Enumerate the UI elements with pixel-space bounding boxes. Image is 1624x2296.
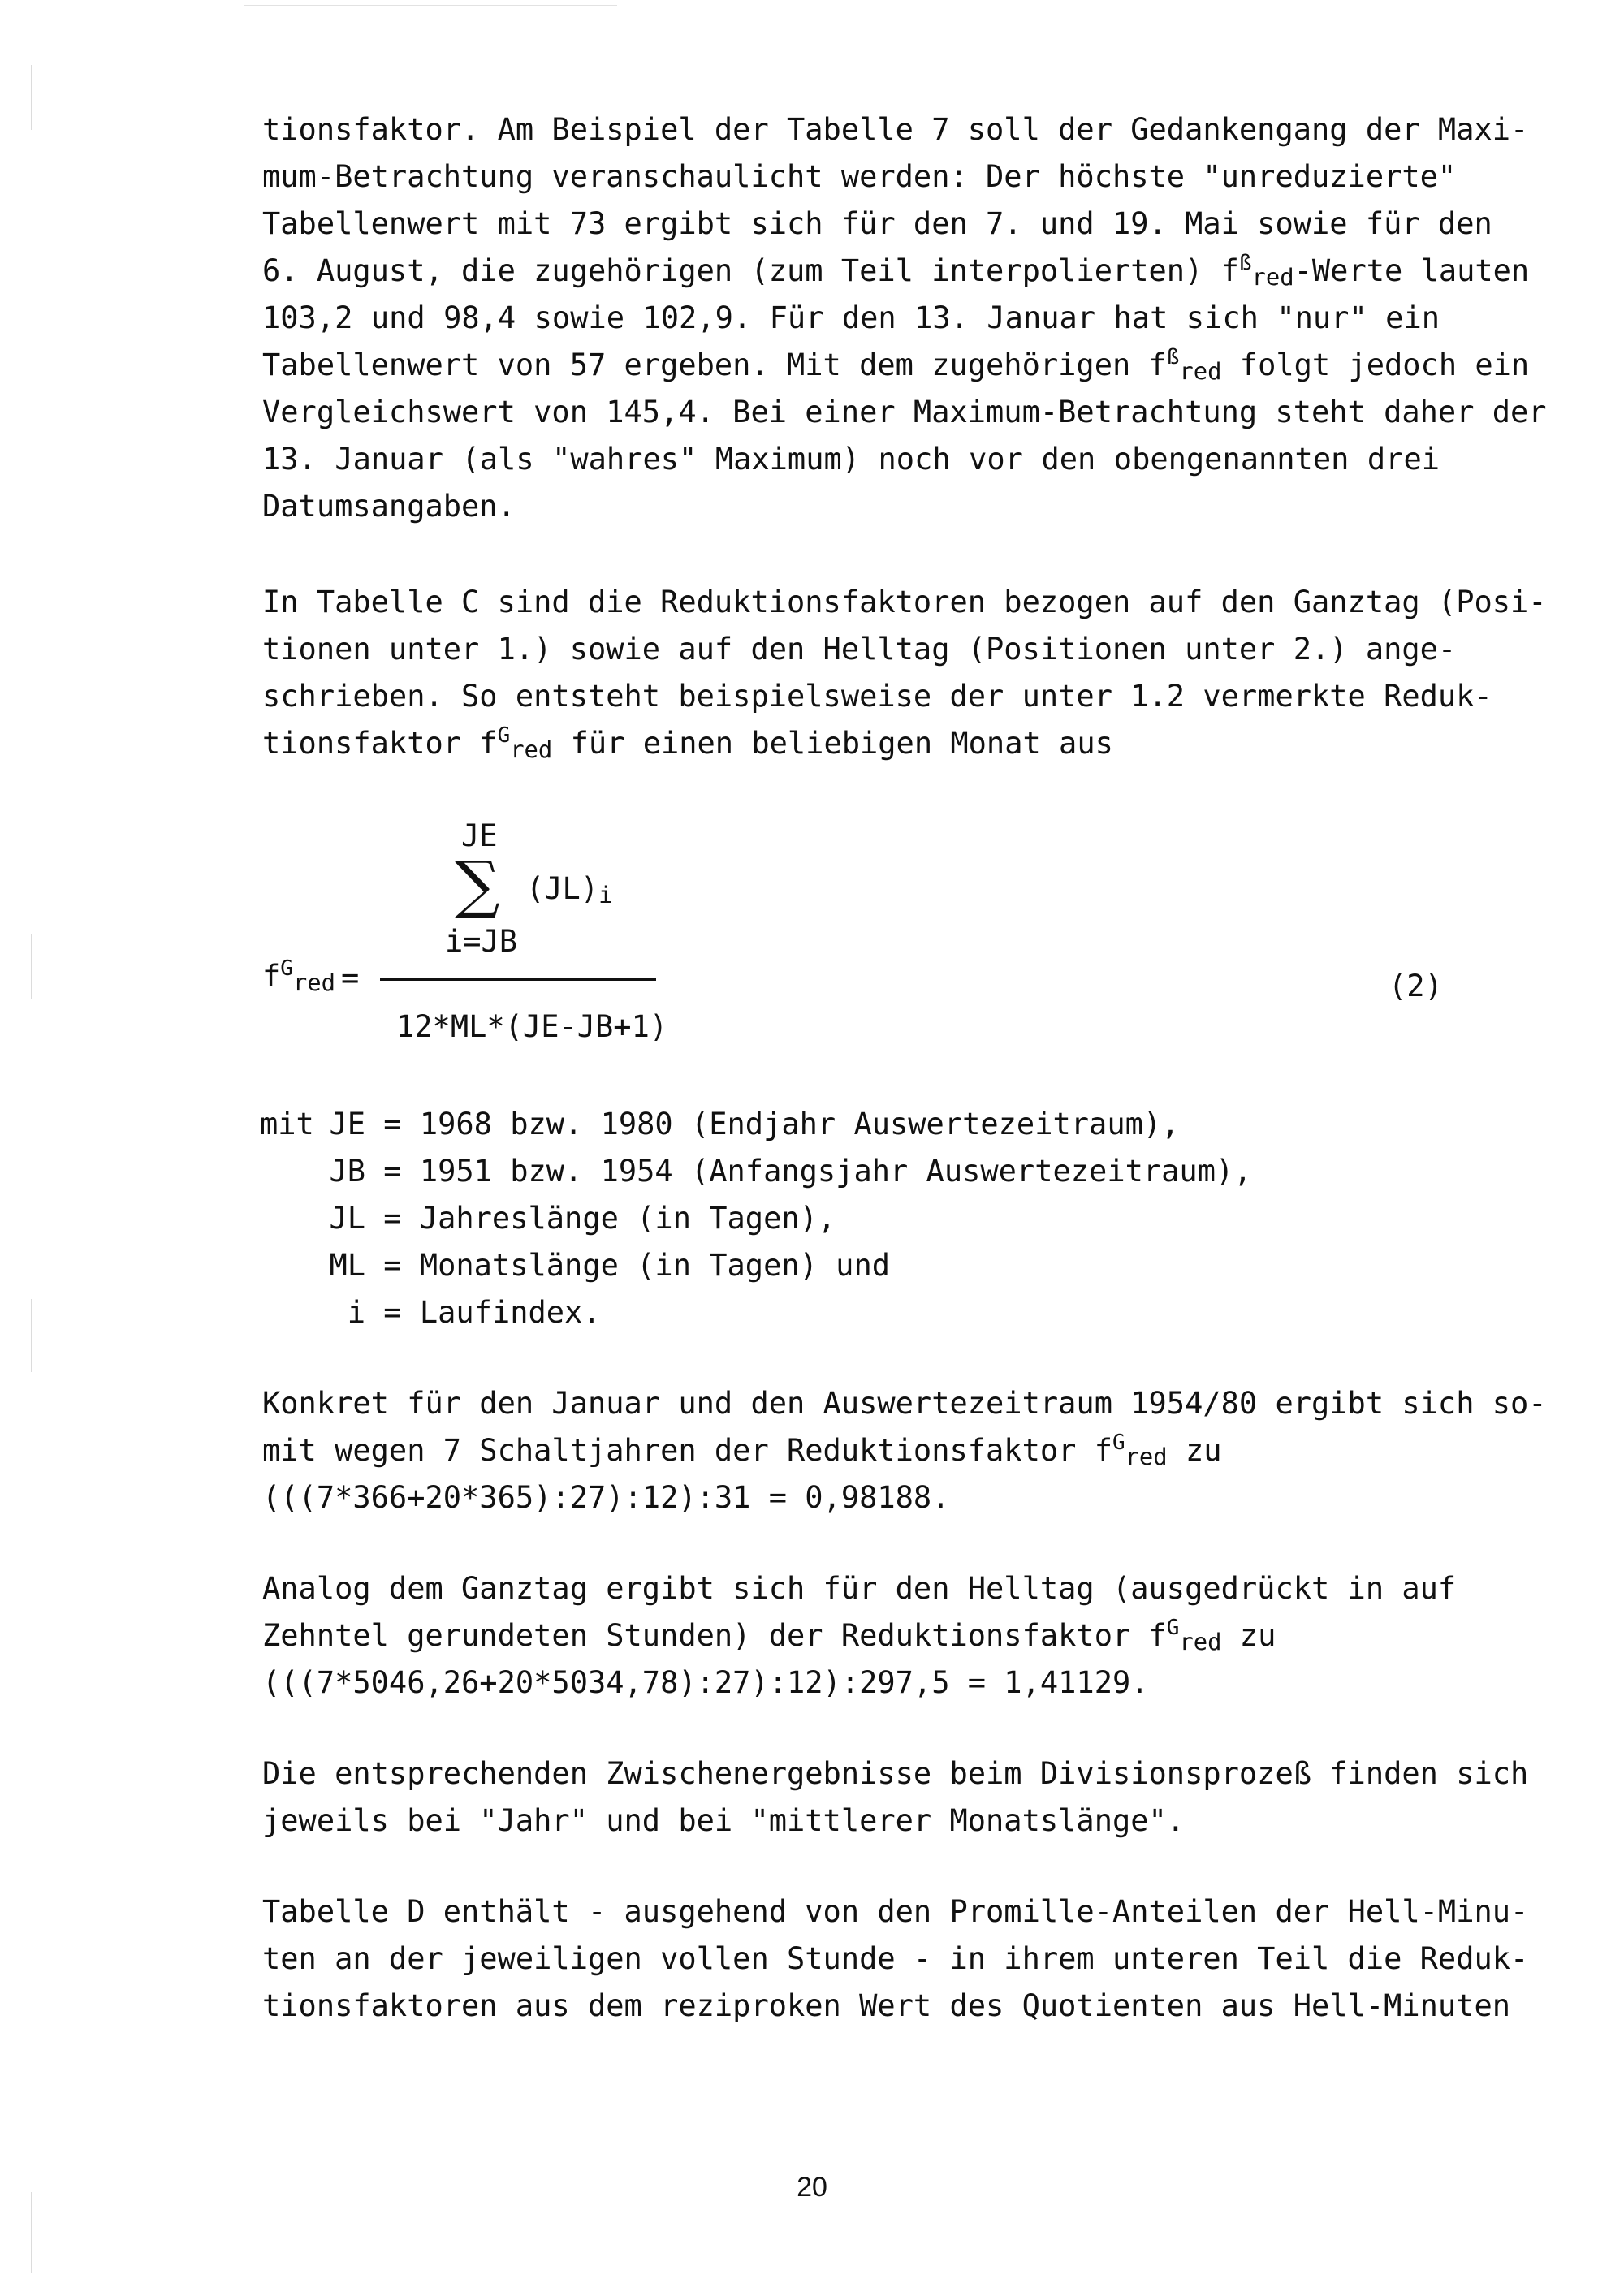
text-line-with-symbol (262, 723, 1440, 767)
definition-row (260, 1293, 601, 1333)
definition-symbol: JL (329, 1201, 365, 1236)
scan-margin-mark (31, 2192, 32, 2273)
text-line: Datumsangaben. (262, 489, 516, 524)
summation-symbol: ∑ (455, 848, 500, 921)
text-segment: für einen beliebigen Monat aus (552, 726, 1113, 761)
equation-number: (2) (1389, 969, 1443, 1003)
symbol-superscript: ß (1238, 250, 1252, 275)
text-line: Die entsprechenden Zwischenergebnisse beim Divisionsprozeß finden sich (262, 1756, 1529, 1791)
symbol-subscript: red (1251, 263, 1294, 291)
text-segment: folgt jedoch ein (1221, 347, 1530, 382)
definition-symbol: ML (329, 1248, 365, 1283)
definition-row (260, 1245, 890, 1286)
text-segment: zu (1221, 1618, 1276, 1653)
text-line-with-symbol (262, 250, 1530, 295)
symbol-subscript: red (1179, 1628, 1222, 1656)
lhs-symbol: f (262, 959, 281, 994)
lhs-superscript: G (280, 956, 293, 981)
text-line: tionsfaktor. Am Beispiel der Tabelle 7 soll der Gedankengang der Maxi- (262, 112, 1529, 147)
text-line: tionen unter 1.) sowie auf den Helltag (Positionen unter 2.) ange- (262, 632, 1457, 667)
text-segment: -Werte lauten (1294, 253, 1530, 288)
definition-text: = 1968 bzw. 1980 (Endjahr Auswertezeitraum), (383, 1107, 1180, 1142)
text-segment: mit wegen 7 Schaltjahren der Reduktionsfaktor f (262, 1433, 1112, 1468)
formula-lhs (262, 956, 335, 1000)
definition-row (260, 1151, 1252, 1192)
text-line-with-symbol (262, 1616, 1440, 1659)
text-segment: zu (1167, 1433, 1222, 1468)
text-line: Konkret für den Januar und den Auswertezeitraum 1954/80 ergibt sich so- (262, 1386, 1547, 1421)
lhs-subscript: red (292, 969, 335, 997)
calculation-line: (((7*366+20*365):27):12):31 = 0,98188. (262, 1480, 950, 1515)
page-number: 20 (797, 2172, 827, 2203)
text-segment: Tabellenwert von 57 ergeben. Mit dem zugehörigen f (262, 347, 1167, 382)
text-line: 13. Januar (als "wahres" Maximum) noch vor den obengenannten drei (262, 442, 1440, 477)
sum-lower-limit: i=JB (445, 924, 518, 959)
symbol-subscript: red (510, 736, 553, 764)
text-segment: Zehntel gerundeten Stunden) der Reduktionsfaktor f (262, 1618, 1167, 1653)
definition-symbol: JE (329, 1107, 365, 1142)
text-line: schrieben. So entsteht beispielsweise der unter 1.2 vermerkte Reduk- (262, 679, 1492, 714)
definition-text: = Laufindex. (383, 1295, 601, 1330)
calculation-line: (((7*5046,26+20*5034,78):27):12):297,5 = 1,41129. (262, 1665, 1149, 1700)
text-line-with-symbol (262, 1431, 1440, 1474)
text-line: 103,2 und 98,4 sowie 102,9. Für den 13. Januar hat sich "nur" ein (262, 300, 1440, 335)
sum-summand (526, 869, 612, 911)
definition-row (260, 1104, 1179, 1145)
fraction-bar (380, 978, 656, 981)
symbol-superscript: G (497, 723, 511, 748)
summand-index: i (598, 881, 613, 909)
symbol-superscript: G (1112, 1430, 1125, 1455)
text-line: jeweils bei "Jahr" und bei "mittlerer Monatslänge". (262, 1803, 1186, 1838)
definition-text: = Jahreslänge (in Tagen), (383, 1201, 836, 1236)
scan-edge-line (244, 5, 617, 6)
equals-sign: = (341, 960, 360, 995)
definition-symbol: JB (329, 1154, 365, 1189)
sum-upper-limit: JE (461, 818, 498, 853)
definition-symbol: i (347, 1295, 365, 1330)
definition-text: = 1951 bzw. 1954 (Anfangsjahr Auswertezeitraum), (383, 1154, 1252, 1189)
text-line: mum-Betrachtung veranschaulicht werden: Der höchste "unreduzierte" (262, 159, 1457, 194)
text-segment: 6. August, die zugehörigen (zum Teil interpolierten) f (262, 253, 1239, 288)
scan-margin-mark (31, 1299, 32, 1372)
definition-row (260, 1198, 836, 1239)
text-line-with-symbol (262, 344, 1530, 389)
text-line: Vergleichswert von 145,4. Bei einer Maximum-Betrachtung steht daher der (262, 395, 1547, 429)
text-line: Tabelle D enthält - ausgehend von den Promille-Anteilen der Hell-Minu- (262, 1894, 1529, 1929)
scan-margin-mark (31, 934, 32, 999)
text-line: Tabellenwert mit 73 ergibt sich für den 7. und 19. Mai sowie für den (262, 206, 1492, 241)
scan-margin-mark (31, 65, 32, 130)
symbol-superscript: G (1166, 1615, 1180, 1640)
definition-prefix: mit (260, 1107, 314, 1142)
symbol-subscript: red (1125, 1443, 1168, 1471)
text-line: Analog dem Ganztag ergibt sich für den Helltag (ausgedrückt in auf (262, 1571, 1457, 1606)
text-line: tionsfaktoren aus dem reziproken Wert des Quotienten aus Hell-Minuten (262, 1988, 1511, 2023)
symbol-superscript: ß (1166, 344, 1180, 369)
text-segment: tionsfaktor f (262, 726, 498, 761)
definition-text: = Monatslänge (in Tagen) und (383, 1248, 891, 1283)
text-line: ten an der jeweiligen vollen Stunde - in ihrem unteren Teil die Reduk- (262, 1941, 1529, 1976)
summand-text: (JL) (526, 871, 599, 906)
symbol-subscript: red (1179, 357, 1222, 386)
text-line: In Tabelle C sind die Reduktionsfaktoren bezogen auf den Ganztag (Posi- (262, 585, 1547, 619)
formula-denominator: 12*ML*(JE-JB+1) (396, 1009, 668, 1044)
